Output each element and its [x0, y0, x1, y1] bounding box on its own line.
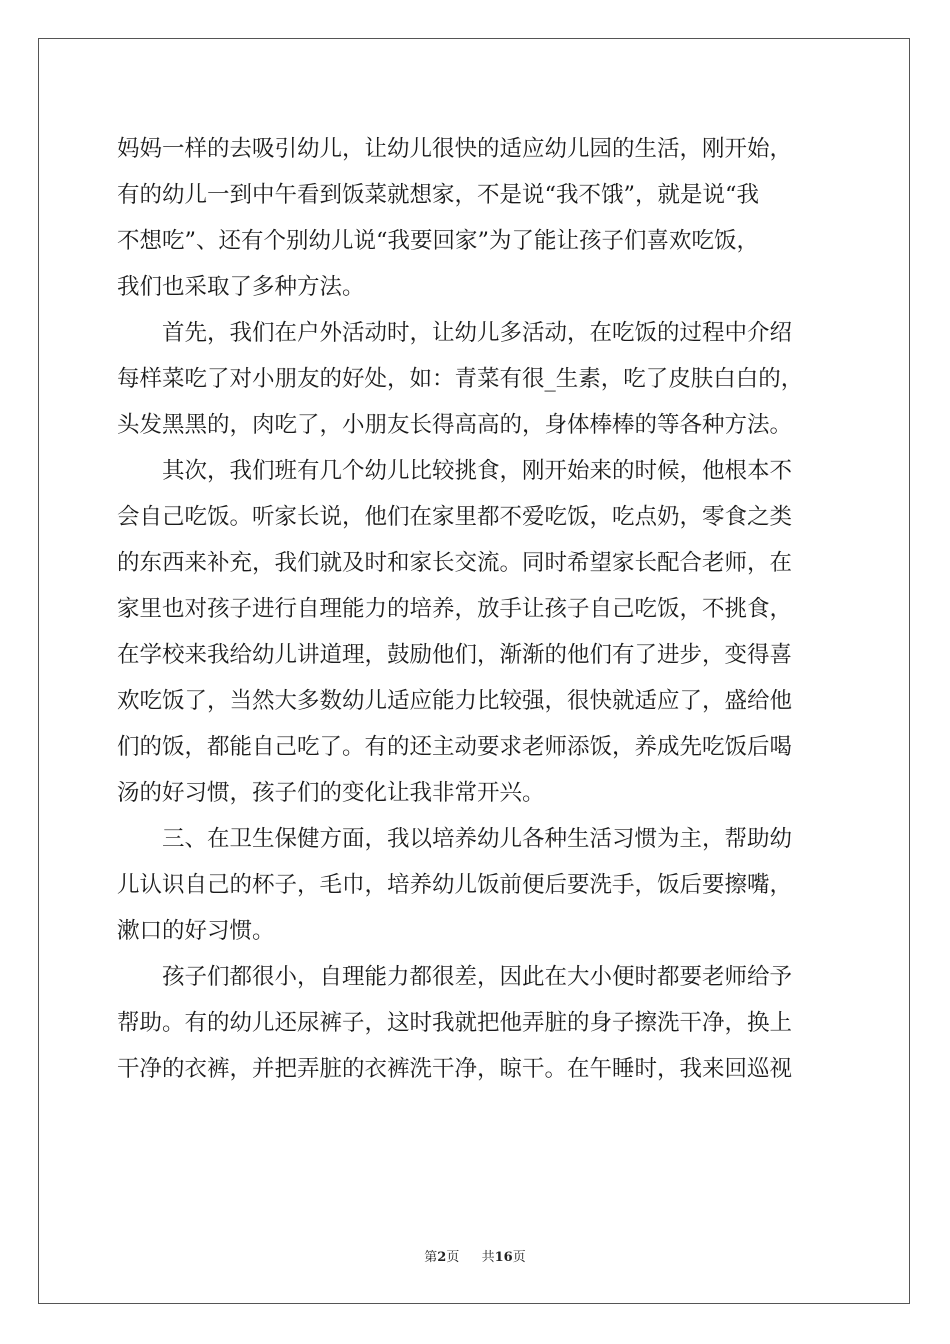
text-line: 帮助。有的幼儿还尿裤子，这时我就把他弄脏的身子擦洗干净，换上: [117, 1010, 793, 1036]
text-line: 不想吃”、还有个别幼儿说“我要回家”为了能让孩子们喜欢吃饭，: [117, 228, 760, 254]
text-line: 我们也采取了多种方法。: [117, 274, 365, 300]
paragraph-first-line: 三、在卫生保健方面，我以培养幼儿各种生活习惯为主，帮助幼: [162, 826, 793, 852]
page-suffix: 页: [446, 1250, 460, 1265]
text-line: 们的饭，都能自己吃了。有的还主动要求老师添饭，养成先吃饭后喝: [117, 734, 793, 760]
page-footer: [0, 1246, 950, 1265]
text-line: 家里也对孩子进行自理能力的培养，放手让孩子自己吃饭，不挑食，: [117, 596, 793, 622]
text-line: 汤的好习惯，孩子们的变化让我非常开兴。: [117, 780, 545, 806]
paragraph-first-line: 孩子们都很小，自理能力都很差，因此在大小便时都要老师给予: [162, 964, 793, 990]
text-line: 有的幼儿一到中午看到饭菜就想家，不是说“我不饿”，就是说“我: [117, 182, 760, 208]
total-prefix: 共: [481, 1250, 495, 1265]
total-pages: 16: [494, 1250, 513, 1265]
text-line: 的东西来补充，我们就及时和家长交流。同时希望家长配合老师，在: [117, 550, 793, 576]
text-line: 妈妈一样的去吸引幼儿，让幼儿很快的适应幼儿园的生活，刚开始，: [117, 136, 793, 162]
text-line: 儿认识自己的杯子，毛巾，培养幼儿饭前便后要洗手，饭后要擦嘴，: [117, 872, 793, 898]
page-prefix: 第: [424, 1250, 438, 1265]
paragraph-first-line: 首先，我们在户外活动时，让幼儿多活动，在吃饭的过程中介绍: [162, 320, 793, 346]
document-body: [117, 126, 837, 1092]
text-line: 漱口的好习惯。: [117, 918, 275, 944]
total-suffix: 页: [512, 1250, 526, 1265]
text-line: 每样菜吃了对小朋友的好处，如：青菜有很_生素，吃了皮肤白白的，: [117, 366, 804, 392]
text-line: 会自己吃饭。听家长说，他们在家里都不爱吃饭，吃点奶，零食之类: [117, 504, 793, 530]
text-line: 头发黑黑的，肉吃了，小朋友长得高高的，身体棒棒的等各种方法。: [117, 412, 793, 438]
text-line: 欢吃饭了，当然大多数幼儿适应能力比较强，很快就适应了，盛给他: [117, 688, 793, 714]
text-line: 干净的衣裤，并把弄脏的衣裤洗干净，晾干。在午睡时，我来回巡视: [117, 1056, 793, 1082]
paragraph-first-line: 其次，我们班有几个幼儿比较挑食，刚开始来的时候，他根本不: [162, 458, 793, 484]
page-number: 2: [437, 1250, 447, 1265]
text-line: 在学校来我给幼儿讲道理，鼓励他们，渐渐的他们有了进步，变得喜: [117, 642, 793, 668]
